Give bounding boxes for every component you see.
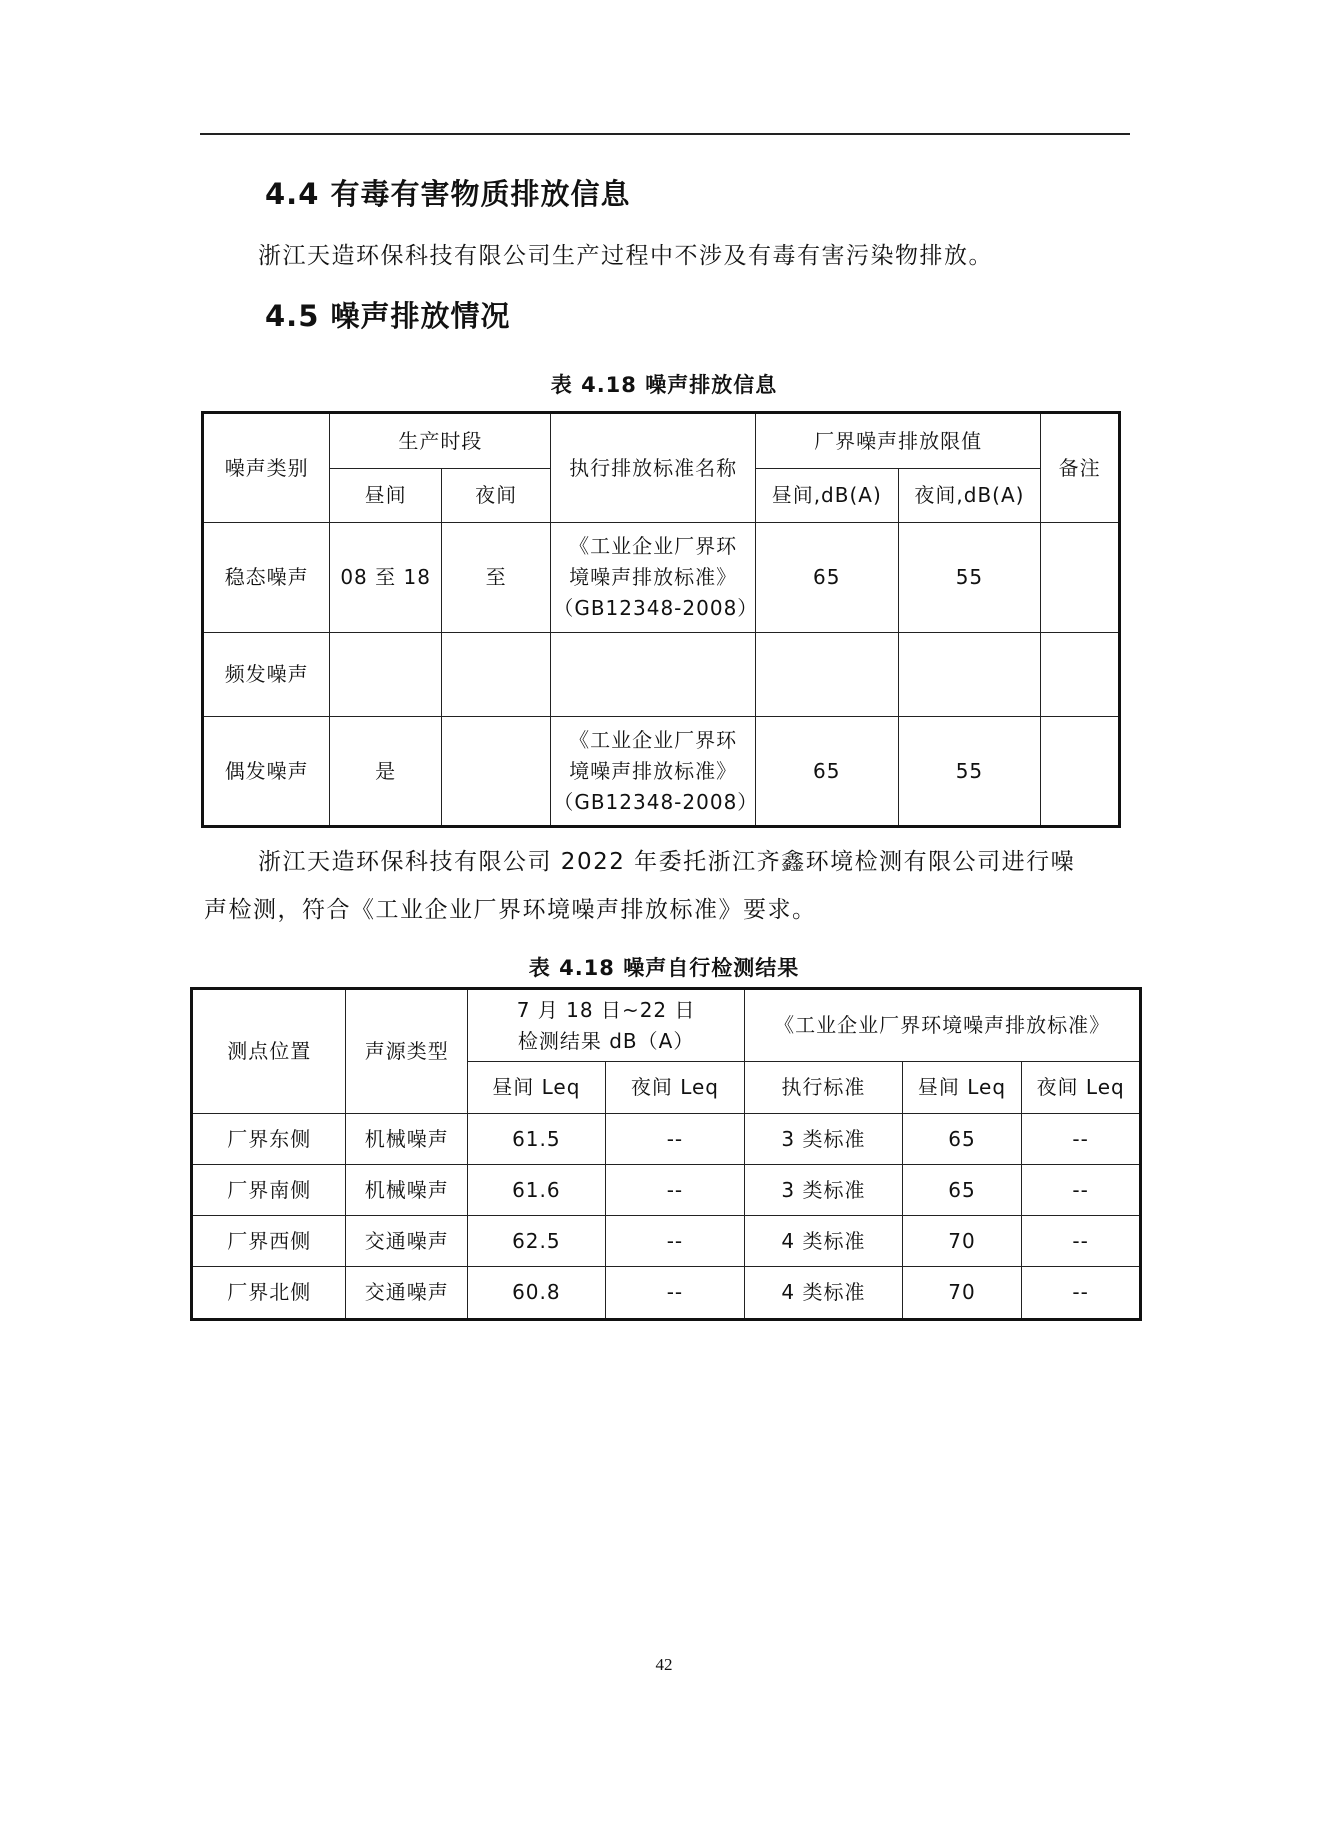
table1-caption: 表 4.18 噪声排放信息 (550, 373, 778, 397)
cell-night (441, 633, 550, 717)
cell-day (330, 633, 442, 717)
cell-location: 厂界南侧 (192, 1165, 346, 1216)
cell-night-leq: -- (605, 1114, 745, 1165)
table-row (203, 523, 1120, 633)
header-rule (200, 133, 1130, 135)
table-row (192, 1165, 1141, 1216)
table-row (192, 1267, 1141, 1320)
cell-type: 频发噪声 (203, 633, 330, 717)
page-number: 42 (655, 1655, 673, 1674)
header-day: 昼间 (330, 469, 442, 523)
noise-monitoring-table (190, 987, 1142, 1321)
cell-day: 08 至 18 (330, 523, 442, 633)
cell-std-night: -- (1022, 1267, 1141, 1320)
header-location: 测点位置 (192, 989, 346, 1114)
cell-remark (1041, 633, 1120, 717)
cell-type: 偶发噪声 (203, 717, 330, 827)
header-period: 生产时段 (330, 413, 551, 469)
cell-exec-std: 4 类标准 (745, 1216, 902, 1267)
cell-standard (551, 523, 759, 633)
cell-limit-night: 55 (898, 717, 1041, 827)
header-night-leq: 夜间 Leq (605, 1062, 745, 1114)
noise-emission-table (201, 411, 1121, 828)
cell-std-day: 65 (902, 1165, 1022, 1216)
cell-location: 厂界西侧 (192, 1216, 346, 1267)
header-limit: 厂界噪声排放限值 (755, 413, 1040, 469)
cell-source: 交通噪声 (346, 1216, 468, 1267)
header-std-day-leq: 昼间 Leq (902, 1062, 1022, 1114)
header-source: 声源类型 (346, 989, 468, 1114)
header-remarks: 备注 (1041, 413, 1120, 523)
cell-std-day: 70 (902, 1267, 1022, 1320)
cell-limit-day: 65 (755, 523, 898, 633)
header-night: 夜间 (441, 469, 550, 523)
cell-night (441, 717, 550, 827)
cell-remark (1041, 717, 1120, 827)
cell-remark (1041, 523, 1120, 633)
cell-location: 厂界东侧 (192, 1114, 346, 1165)
cell-source: 机械噪声 (346, 1114, 468, 1165)
standard-line: 《工业企业厂界环 (569, 727, 738, 752)
cell-limit-night (898, 633, 1041, 717)
standard-line: （GB12348-2008） (553, 789, 759, 814)
standard-line: （GB12348-2008） (553, 596, 759, 620)
header-standard-name: 执行排放标准名称 (551, 413, 756, 523)
cell-standard (551, 633, 756, 717)
section-4-4-heading: 4.4 有毒有害物质排放信息 (265, 177, 631, 211)
cell-exec-std: 3 类标准 (745, 1165, 902, 1216)
table-row (203, 717, 1120, 827)
header-standard: 《工业企业厂界环境噪声排放标准》 (745, 989, 1141, 1062)
standard-line: 《工业企业厂界环 (569, 534, 738, 558)
cell-type: 稳态噪声 (203, 523, 330, 633)
standard-line: 境噪声排放标准》 (569, 758, 738, 783)
cell-day-leq: 61.5 (468, 1114, 606, 1165)
cell-night: 至 (441, 523, 550, 633)
standard-line: 境噪声排放标准》 (569, 565, 738, 589)
header-limit-day: 昼间,dB(A) (755, 469, 898, 523)
cell-exec-std: 4 类标准 (745, 1267, 902, 1320)
header-date-line: 7 月 18 日~22 日 (516, 997, 696, 1022)
cell-source: 机械噪声 (346, 1165, 468, 1216)
header-date-line: 检测结果 dB（A） (517, 1028, 695, 1053)
header-exec-std: 执行标准 (745, 1062, 902, 1114)
cell-night-leq: -- (605, 1216, 745, 1267)
cell-limit-day (755, 633, 898, 717)
cell-standard (551, 717, 759, 827)
cell-std-day: 70 (902, 1216, 1022, 1267)
header-date (468, 989, 745, 1062)
cell-std-night: -- (1022, 1114, 1141, 1165)
cell-night-leq: -- (605, 1267, 745, 1320)
cell-source: 交通噪声 (346, 1267, 468, 1320)
cell-day-leq: 61.6 (468, 1165, 606, 1216)
cell-limit-night: 55 (898, 523, 1041, 633)
table2-caption: 表 4.18 噪声自行检测结果 (528, 956, 800, 980)
cell-limit-day: 65 (755, 717, 898, 827)
header-limit-night: 夜间,dB(A) (898, 469, 1041, 523)
cell-std-night: -- (1022, 1216, 1141, 1267)
section-4-5-heading: 4.5 噪声排放情况 (265, 299, 511, 333)
cell-day-leq: 62.5 (468, 1216, 606, 1267)
section-4-4-body: 浙江天造环保科技有限公司生产过程中不涉及有毒有害污染物排放。 (258, 243, 993, 269)
cell-exec-std: 3 类标准 (745, 1114, 902, 1165)
cell-day-leq: 60.8 (468, 1267, 606, 1320)
header-std-night-leq: 夜间 Leq (1022, 1062, 1141, 1114)
cell-location: 厂界北侧 (192, 1267, 346, 1320)
header-noise-type: 噪声类别 (203, 413, 330, 523)
table-row (203, 633, 1120, 717)
cell-std-day: 65 (902, 1114, 1022, 1165)
paragraph2-line1: 浙江天造环保科技有限公司 2022 年委托浙江齐鑫环境检测有限公司进行噪 (258, 849, 1076, 875)
table-row (192, 1216, 1141, 1267)
cell-day: 是 (330, 717, 442, 827)
table-row (192, 1114, 1141, 1165)
header-day-leq: 昼间 Leq (468, 1062, 606, 1114)
paragraph2-line2: 声检测，符合《工业企业厂界环境噪声排放标准》要求。 (204, 897, 817, 923)
cell-night-leq: -- (605, 1165, 745, 1216)
cell-std-night: -- (1022, 1165, 1141, 1216)
